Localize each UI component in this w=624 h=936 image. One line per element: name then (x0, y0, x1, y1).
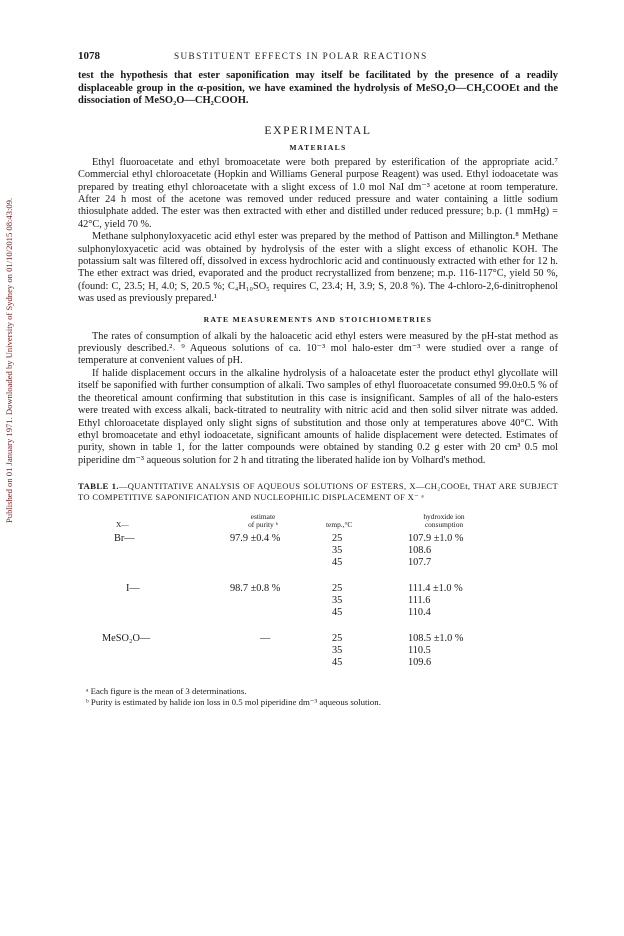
page-number: 1078 (78, 50, 100, 62)
table-caption (78, 481, 558, 503)
page-content (78, 50, 558, 708)
header-purity (228, 513, 298, 529)
row-temp: 35 (332, 545, 343, 557)
footnote-a: ᵃ Each figure is the mean of 3 determinations. (86, 686, 247, 697)
row-temp: 25 (332, 533, 343, 545)
header-hydroxide-line2: consumption (424, 520, 464, 530)
header-purity-line1: estimate (250, 512, 276, 522)
rate-heading: RATE MEASUREMENTS AND STOICHIOMETRIES (203, 314, 433, 324)
header-hydroxide (400, 513, 488, 529)
footnote-b: ᵇ Purity is estimated by halide ion loss in 0.5 mol piperidine dm⁻³ aqueous solution. (86, 697, 381, 708)
section-title: EXPERIMENTAL (264, 123, 372, 137)
row-temp: 35 (332, 595, 343, 607)
table-caption-text: —QUANTITATIVE ANALYSIS OF AQUEOUS SOLUTIONS OF ESTERS, X—CH₂COOEt, THAT ARE SUBJECT TO COMPETITIVE SAPONIFICATION AND NUCLEOPHILIC DISPLACEMENT OF X⁻ ᵃ (78, 481, 558, 503)
materials-paragraph-1: Ethyl fluoroacetate and ethyl bromoacetate were both prepared by esterification of the appropriate acid.⁷ Commercial ethyl chloroacetate (Hopkin and Williams General purpose Reagent) was used. Ethyl iodoacetate was prepared by treating ethyl chloroacetate with a slight excess of 1.0 mol NaI dm⁻³ acetone at room temperature. After 24 h most of the acetone was removed under reduced pressure and water containing a little sodium thiosulphate added. The ester was then extracted with ether and distilled under reduced pressure; b.p. (1 mmHg) = 42°C, yield 70 %. (78, 156, 558, 230)
header-x: X— (116, 520, 129, 530)
row-purity: — (260, 633, 271, 645)
row-consumption: 108.5 ±1.0 % (408, 633, 464, 645)
row-temp: 45 (332, 657, 343, 669)
table-label: TABLE 1. (78, 481, 119, 492)
row-consumption: 109.6 (408, 657, 432, 669)
header-hydroxide-line1: hydroxide ion (423, 512, 465, 522)
data-table (78, 507, 558, 682)
row-consumption: 107.7 (408, 557, 432, 569)
row-consumption: 110.4 (408, 607, 431, 619)
row-consumption: 111.6 (408, 595, 431, 607)
row-purity: 98.7 ±0.8 % (230, 583, 281, 595)
page-header (78, 50, 558, 66)
running-title: SUBSTITUENT EFFECTS IN POLAR REACTIONS (174, 51, 428, 61)
row-purity: 97.9 ±0.4 % (230, 533, 281, 545)
table-footnotes (78, 686, 558, 708)
row-x: MeSO₂O— (102, 633, 151, 645)
rate-paragraph-1: The rates of consumption of alkali by the haloacetic acid ethyl esters were measured by the pH-stat method as previously described.²˒ ⁹ Aqueous solutions of ca. 10⁻³ mol halo-ester dm⁻³ were studied over a range of temperature at convenient values of pH. (78, 330, 558, 367)
row-consumption: 110.5 (408, 645, 431, 657)
materials-paragraph-2: Methane sulphonyloxyacetic acid ethyl ester was prepared by the method of Pattison and Millington.⁸ Methane sulphonyloxyacetic acid was obtained by hydrolysis of the ester with a slight excess of ethanolic KOH. The potassium salt was filtered off, dissolved in excess hydrochloric acid and continuously extracted with ether for 12 h. The ether extract was dried, evaporated and the product recrystallized from benzene; m.p. 116-117°C, yield 50 %, (found: C, 23.5; H, 4.0; S, 20.5 %; C₄H₁₀SO₅ requires C, 23.4; H, 3.9; S, 20.8 %). The 4-chloro-2,6-dinitrophenol was used as previously prepared.¹ (78, 231, 558, 305)
row-temp: 45 (332, 557, 343, 569)
header-temp: temp.,°C (326, 520, 353, 530)
row-consumption: 111.4 ±1.0 % (408, 583, 463, 595)
header-purity-line2: of purity ᵇ (248, 520, 278, 530)
materials-heading: MATERIALS (289, 142, 347, 152)
row-temp: 25 (332, 583, 343, 595)
rate-paragraph-2: If halide displacement occurs in the alkaline hydrolysis of a haloacetate ester the product ethyl glycollate will itself be saponified with further consumption of alkali. Two samples of ethyl fluoroacetate consumed 99.0±0.5 % of the theoretical amount confirming that substitution in this case is insignificant. Samples of all of the halo-esters were treated with excess alkali, back-titrated to neutrality with nitric acid and then solid silver nitrate was added. Ethyl chloroacetate displayed only slight signs of substitution and those only at temperatures above 40°C. With ethyl bromoacetate and ethyl iodoacetate, significant amounts of halide displacement were detected. Estimates of purity, shown in table 1, for the latter compounds were obtained by standing 0.2 g ester with 20 cm³ 0.5 mol piperidine dm⁻³ aqueous solution for 2 h and titrating the liberated halide ion by Volhard's method. (78, 367, 558, 466)
row-x: Br— (114, 533, 135, 545)
row-temp: 25 (332, 633, 343, 645)
row-temp: 45 (332, 607, 343, 619)
row-x: I— (126, 583, 140, 595)
row-consumption: 108.6 (408, 545, 432, 557)
row-consumption: 107.9 ±1.0 % (408, 533, 464, 545)
row-temp: 35 (332, 645, 343, 657)
publication-sidebar-note: Published on 01 January 1971. Downloaded by University of Sydney on 01/10/2015 08:43:09. (4, 197, 14, 523)
intro-paragraph: test the hypothesis that ester saponification may itself be facilitated by the presence of a readily displaceable group in the α-position, we have examined the hydrolysis of MeSO₂O—CH₂COOEt and the dissociation of MeSO₂O—CH₂COOH. (78, 70, 558, 107)
